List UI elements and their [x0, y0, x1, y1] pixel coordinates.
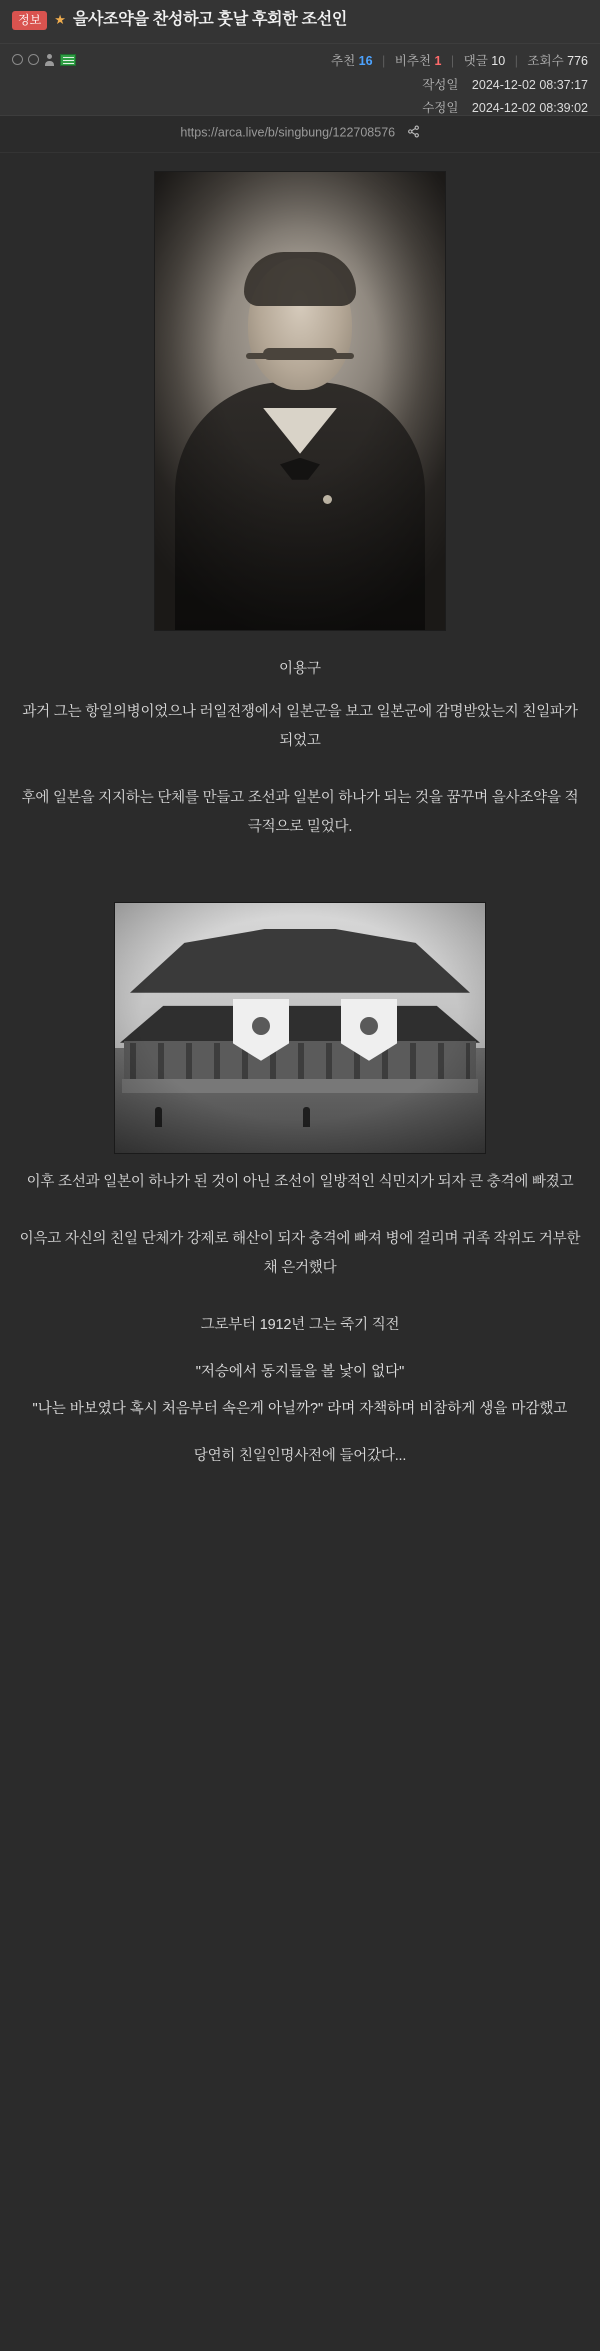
palace-vignette — [115, 903, 485, 1153]
view-count: 776 — [567, 53, 588, 68]
portrait-figure — [0, 153, 600, 631]
stats-counts-row — [331, 50, 588, 74]
closing-paragraph: 당연히 친일인명사전에 들어갔다... — [193, 1447, 407, 1464]
palace-figure — [0, 902, 600, 1154]
paragraph: 그로부터 1912년 그는 죽기 직전 — [200, 1316, 400, 1333]
divider: | — [382, 53, 386, 68]
paragraph: 이후 조선과 일본이 하나가 된 것이 아닌 조선이 일방적인 식민지가 되자 큰 충격에 빠졌고 — [26, 1173, 574, 1190]
created-label: 작성일 — [422, 77, 459, 92]
post-url-bar[interactable] — [0, 116, 600, 153]
title-row — [12, 10, 588, 31]
upvote-label: 추천 — [331, 53, 356, 68]
paragraph: 과거 그는 항일의병이었으나 러일전쟁에서 일본군을 보고 일본군에 감명받았는지 친일파가 되었고 — [22, 703, 578, 749]
post-stats — [331, 50, 588, 121]
comment-label[interactable]: 댓글 — [463, 53, 488, 68]
comment-count: 10 — [491, 53, 506, 68]
created-value: 2024-12-02 08:37:17 — [471, 77, 588, 92]
portrait-vignette — [155, 172, 445, 630]
spacer — [0, 1485, 600, 1525]
divider: | — [450, 53, 455, 68]
circle-icon — [28, 54, 39, 65]
circle-icon — [12, 54, 23, 65]
quote: "저승에서 동지들을 볼 낯이 없다" — [195, 1363, 405, 1380]
page-title: 을사조약을 찬성하고 훗날 후회한 조선인 — [72, 11, 348, 28]
view-label: 조회수 — [527, 53, 564, 68]
category-badge[interactable]: 정보 — [12, 11, 47, 31]
portrait-photo — [154, 171, 446, 631]
modified-value: 2024-12-02 08:39:02 — [471, 101, 588, 116]
post-header — [0, 0, 600, 44]
paragraph: 이윽고 자신의 친일 단체가 강제로 해산이 되자 충격에 빠져 병에 걸리며 귀족 작위도 거부한채 은거했다 — [19, 1230, 581, 1276]
quote: "나는 바보였다 혹시 처음부터 속은게 아닐까?" 라며 자책하며 비참하게 생을 마감했고 — [32, 1400, 568, 1417]
created-row — [331, 74, 588, 98]
modified-label: 수정일 — [422, 101, 459, 116]
divider: | — [514, 53, 518, 68]
post-meta-bar — [0, 44, 600, 116]
person-icon — [44, 54, 55, 66]
post-content — [0, 153, 600, 1525]
palace-photo — [114, 902, 486, 1154]
paragraph: 후에 일본을 지지하는 단체를 만들고 조선과 일본이 하나가 되는 것을 꿈꾸며 을사조약을 적극적으로 밀었다. — [21, 789, 579, 835]
spacer — [0, 856, 600, 902]
flag-icon — [60, 54, 76, 66]
portrait-caption: 이용구 — [278, 660, 322, 677]
downvote-count: 1 — [434, 53, 442, 68]
upvote-count: 16 — [358, 53, 373, 68]
downvote-label: 비추천 — [394, 53, 431, 68]
share-icon[interactable] — [407, 125, 420, 141]
post-url[interactable]: https://arca.live/b/singbung/122708576 — [180, 125, 396, 140]
star-icon: ★ — [54, 11, 66, 27]
